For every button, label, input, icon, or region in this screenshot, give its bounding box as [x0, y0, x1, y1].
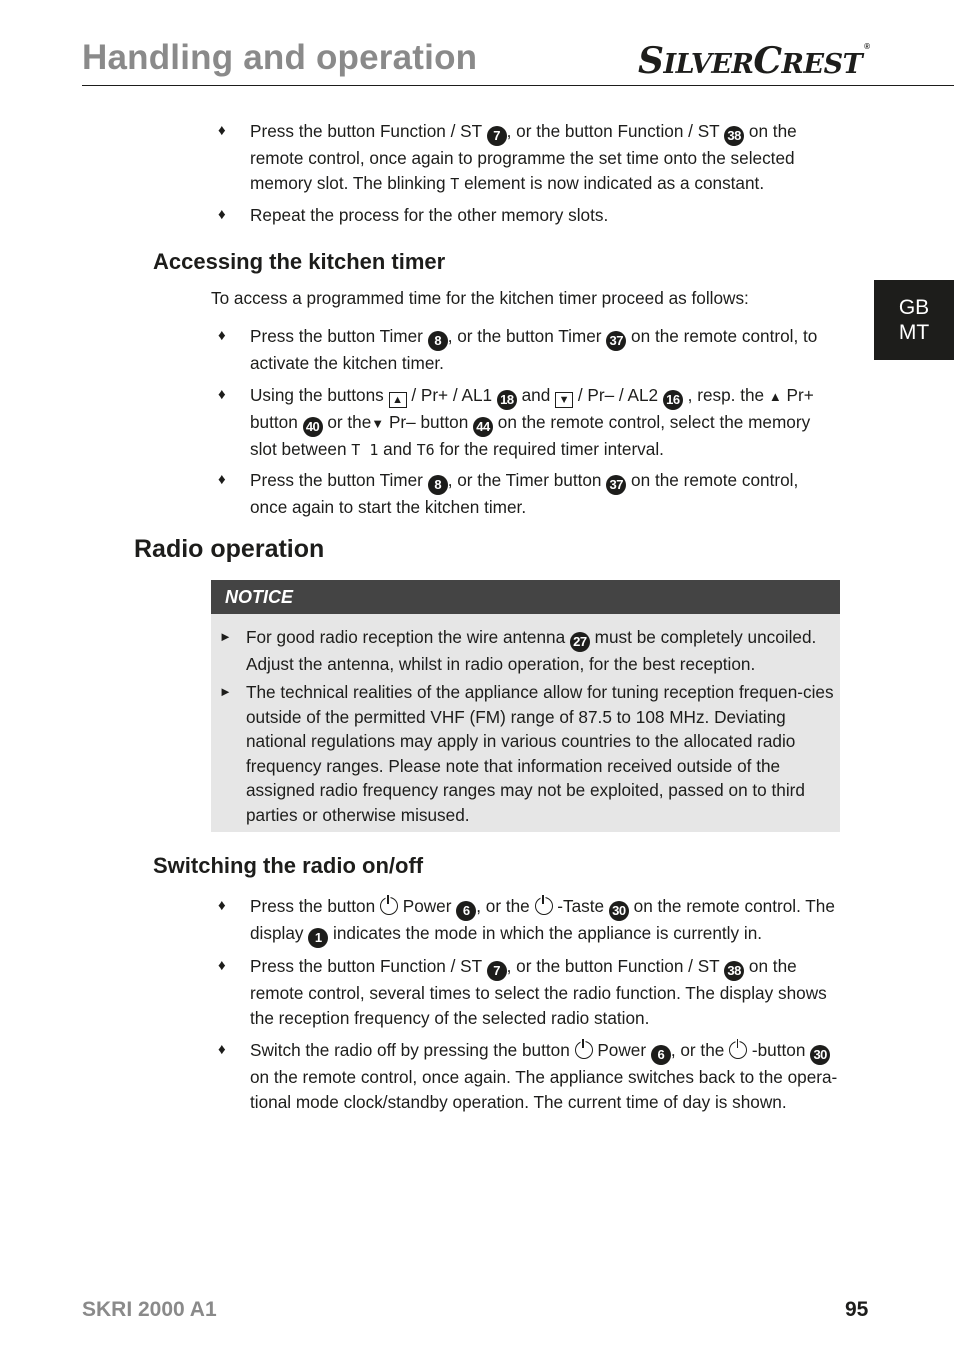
list-item: ♦ Press the button Timer 8 , or the button Timer 37 on the remote control, to activate the kitchen timer. — [218, 326, 818, 373]
list-item: ♦ Press the button Function / ST 7 , or the button Function / ST 38 on the remote control, once again to programme the set time onto the selected memory slot. The blinking T element is now indicated as a constant. — [218, 121, 797, 193]
ref-number: 27 — [570, 632, 590, 652]
slot-first-icon: T 1 — [351, 441, 379, 459]
up-box-icon: ▲ — [389, 392, 407, 408]
up-triangle-icon: ▲ — [768, 389, 782, 404]
blink-element-icon: T — [450, 174, 460, 193]
ref-number: 37 — [606, 331, 626, 351]
ref-number: 37 — [606, 475, 626, 495]
slot-last-icon: T6 — [416, 441, 435, 459]
arrow-bullet-icon: ► — [219, 629, 232, 644]
ref-number: 8 — [428, 475, 448, 495]
section-heading-kitchen-timer: Accessing the kitchen timer — [153, 249, 446, 274]
bullet-diamond-icon: ♦ — [218, 897, 226, 914]
ref-number: 40 — [303, 417, 323, 437]
power-icon — [535, 897, 553, 915]
language-tab — [874, 280, 954, 360]
silvercrest-logo: SILVERCREST® — [638, 40, 870, 82]
list-item: ♦ Press the button Timer 8 , or the Timer button 37 on the remote control, once again to start the kitchen timer. — [218, 470, 799, 517]
section-intro: To access a programmed time for the kitchen timer proceed as follows: — [211, 288, 749, 308]
bullet-diamond-icon: ♦ — [218, 471, 226, 488]
ref-number: 6 — [456, 901, 476, 921]
ref-number: 30 — [810, 1045, 830, 1065]
list-item: ♦ Press the button Power 6 , or the -Taste 30 on the remote control. The display 1 indicates the mode in which the appliance is currently in. — [218, 894, 838, 948]
ref-number: 8 — [428, 331, 448, 351]
bullet-diamond-icon: ♦ — [218, 386, 226, 403]
ref-number: 18 — [497, 390, 517, 410]
footer-model-number: SKRI 2000 A1 — [82, 1298, 217, 1321]
section-heading-radio-operation: Radio operation — [134, 535, 325, 563]
ref-number: 6 — [651, 1045, 671, 1065]
notice-item: ► The technical realities of the appliance allow for tuning reception frequen-cies outside of the permitted VHF (FM) range of 87.5 to 108 MHz. Deviating national regulations may apply in various countries to the allocated radio frequency ranges. Please note that information received outside of the assigned radio frequency ranges may not be exploited, passed on to third parties or otherwise misused. — [219, 682, 834, 825]
list-item: ♦ Press the button Function / ST 7 , or the button Function / ST 38 on the remote control, several times to select the radio function. The display shows the reception frequency of the selected radio station. — [218, 956, 827, 1028]
down-box-icon: ▼ — [555, 392, 573, 408]
notice-box — [211, 580, 840, 832]
ref-number: 7 — [487, 126, 507, 146]
ref-number: 44 — [473, 417, 493, 437]
arrow-bullet-icon: ► — [219, 684, 232, 699]
notice-item: ► For good radio reception the wire antenna 27 must be completely uncoiled. Adjust the antenna, whilst in radio operation, for the best reception. — [219, 627, 817, 674]
ref-number: 30 — [609, 901, 629, 921]
list-item: ♦ Switch the radio off by pressing the button Power 6 , or the -button 30 on the remote control, once again. The appliance switches back to the opera-tional mode clock/standby operation. The current time of day is shown. — [218, 1040, 838, 1112]
notice-label: NOTICE — [211, 580, 840, 614]
power-icon — [729, 1041, 747, 1059]
bullet-diamond-icon: ♦ — [218, 122, 226, 139]
list-item: ♦ Using the buttons ▲ / Pr+ / AL1 18 and ▼ / Pr– / AL2 16 , resp. the ▲ Pr+ button 40 or the▼ Pr– button 44 on the remote control, select the memory slot between T 1 and T6 for the required timer interval. — [218, 385, 814, 459]
power-icon — [380, 897, 398, 915]
ref-number: 1 — [308, 928, 328, 948]
lang-code-gb: GB — [898, 296, 930, 319]
down-triangle-icon: ▼ — [371, 416, 385, 431]
bullet-diamond-icon: ♦ — [218, 327, 226, 344]
power-icon — [575, 1041, 593, 1059]
bullet-diamond-icon: ♦ — [218, 1041, 226, 1058]
lang-code-mt: MT — [898, 321, 930, 344]
bullet-diamond-icon: ♦ — [218, 206, 226, 223]
ref-number: 38 — [724, 126, 744, 146]
page-number: 95 — [845, 1298, 869, 1321]
ref-number: 7 — [487, 961, 507, 981]
ref-number: 16 — [663, 390, 683, 410]
page-title: Handling and operation — [82, 38, 478, 77]
section-heading-switching-radio: Switching the radio on/off — [153, 853, 424, 878]
header-rule — [82, 85, 954, 86]
registered-mark: ® — [864, 41, 870, 51]
ref-number: 38 — [724, 961, 744, 981]
bullet-diamond-icon: ♦ — [218, 957, 226, 974]
list-item: ♦ Repeat the process for the other memory slots. — [218, 203, 838, 228]
